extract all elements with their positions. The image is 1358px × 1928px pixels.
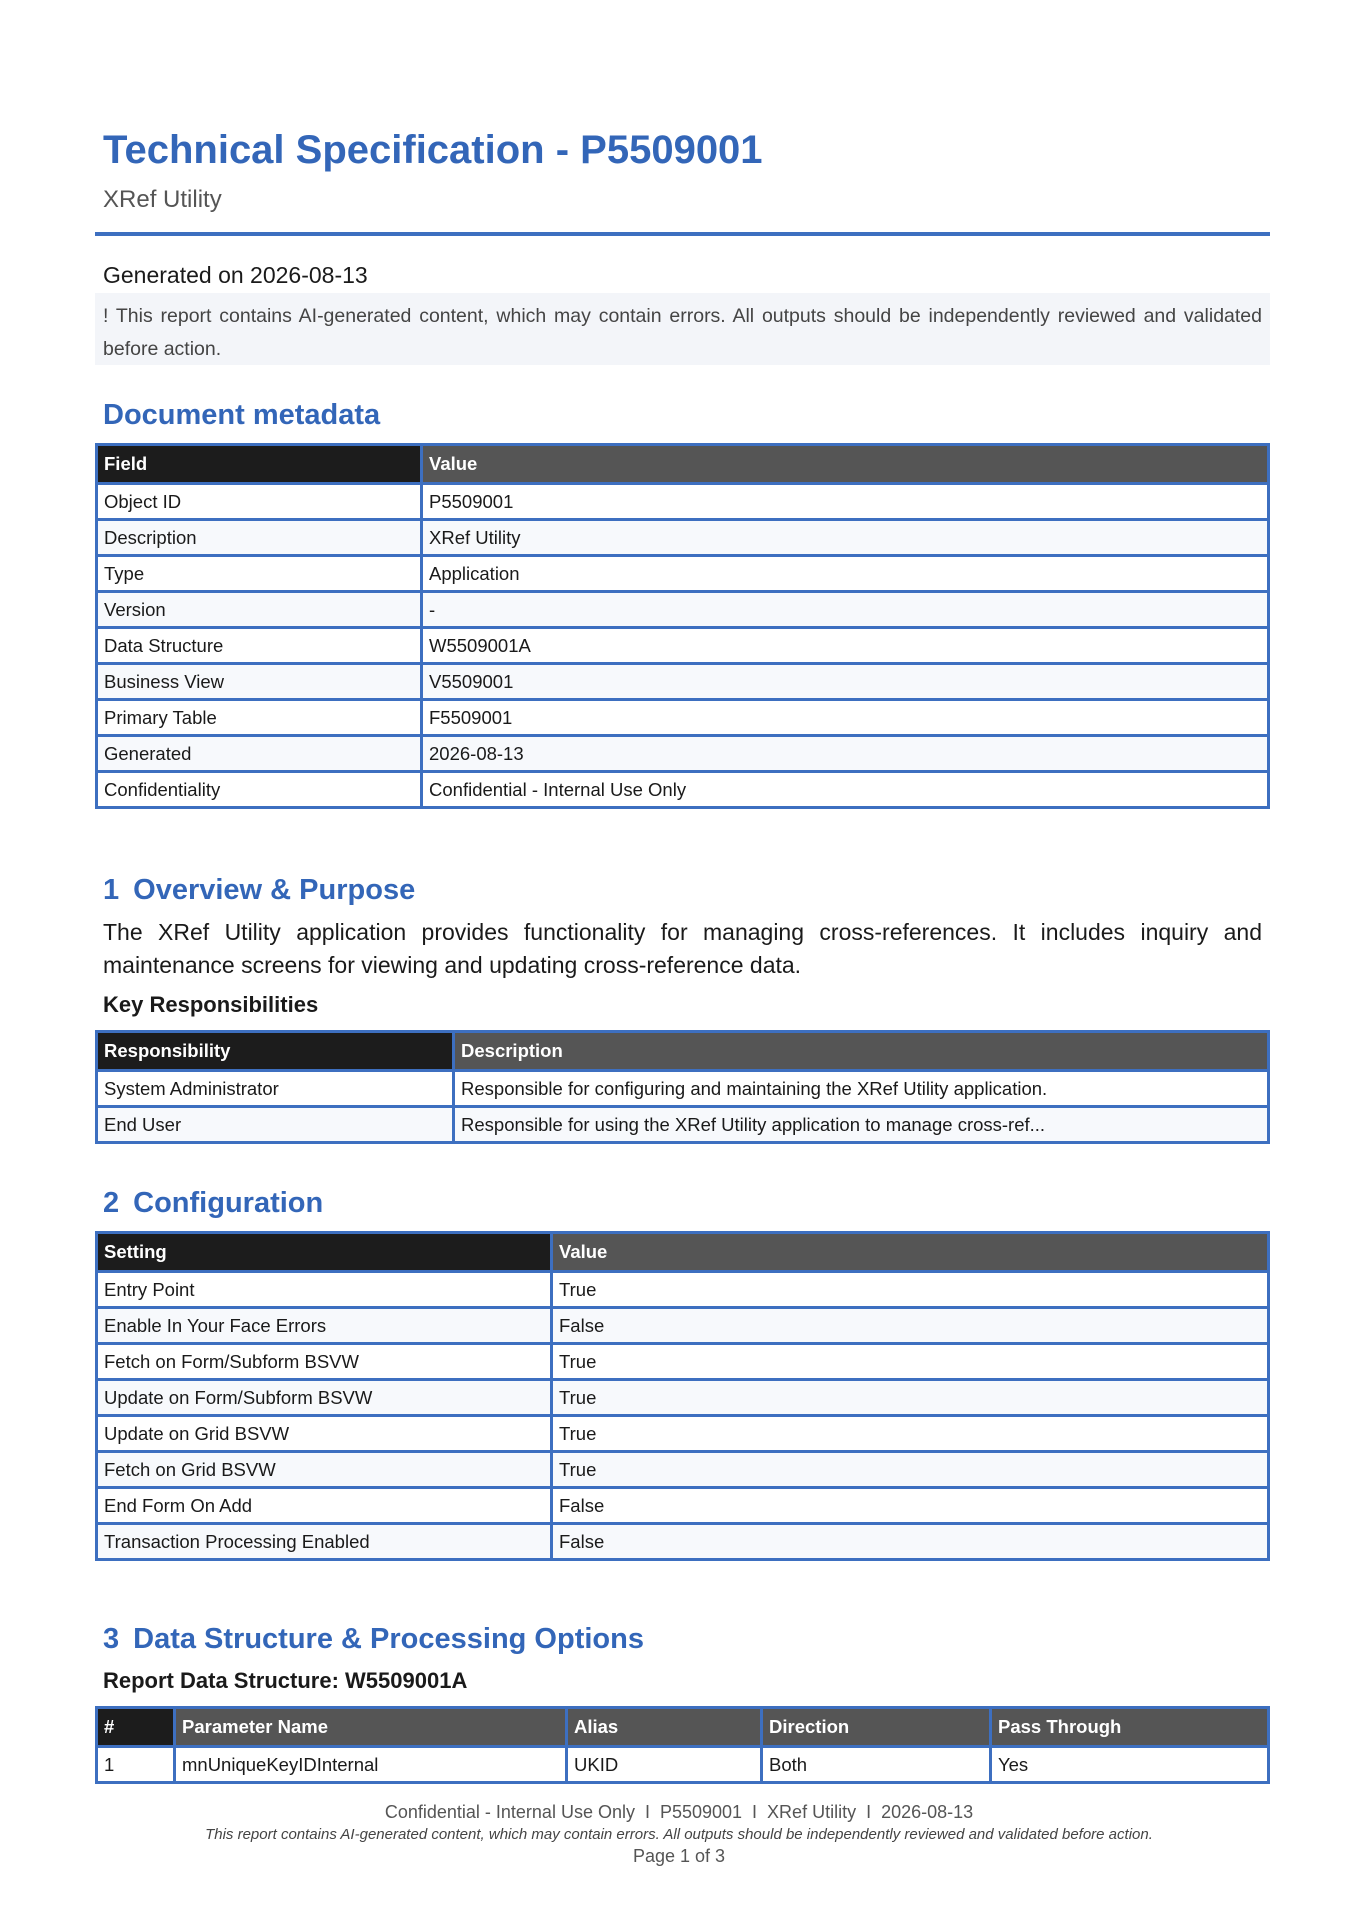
table-cell: XRef Utility xyxy=(422,520,1269,556)
table-cell: mnUniqueKeyIDInternal xyxy=(175,1747,567,1783)
column-header: Responsibility xyxy=(97,1032,454,1071)
table-row xyxy=(97,736,1269,772)
table-cell: Both xyxy=(762,1747,991,1783)
responsibilities-table xyxy=(95,1030,1270,1144)
table-row xyxy=(97,1452,1269,1488)
column-header: Parameter Name xyxy=(175,1708,567,1747)
table-cell: P5509001 xyxy=(422,484,1269,520)
table-row xyxy=(97,1344,1269,1380)
table-cell: Update on Grid BSVW xyxy=(97,1416,552,1452)
table-cell: False xyxy=(552,1524,1269,1560)
table-header-row xyxy=(97,1708,1269,1747)
table-cell: Enable In Your Face Errors xyxy=(97,1308,552,1344)
key-responsibilities-heading: Key Responsibilities xyxy=(103,992,319,1017)
table-cell: True xyxy=(552,1272,1269,1308)
table-cell: False xyxy=(552,1308,1269,1344)
title-divider xyxy=(95,232,1270,236)
column-header: Pass Through xyxy=(991,1708,1269,1747)
footer-disclaimer: This report contains AI-generated content, which may contain errors. All outputs should be independently reviewed and validated before action. xyxy=(205,1826,1153,1843)
table-cell: True xyxy=(552,1344,1269,1380)
table-cell: - xyxy=(422,592,1269,628)
section-heading-data-structure: 3 Data Structure & Processing Options xyxy=(103,1623,644,1655)
table-row xyxy=(97,1524,1269,1560)
metadata-heading: Document metadata xyxy=(103,399,381,431)
table-cell: Type xyxy=(97,556,422,592)
table-cell: End User xyxy=(97,1107,454,1143)
table-cell: Business View xyxy=(97,664,422,700)
table-cell: Data Structure xyxy=(97,628,422,664)
table-row xyxy=(97,1107,1269,1143)
table-row xyxy=(97,1747,1269,1783)
report-data-structure-heading: Report Data Structure: W5509001A xyxy=(103,1668,468,1693)
table-cell: Version xyxy=(97,592,422,628)
column-header: Setting xyxy=(97,1233,552,1272)
table-row xyxy=(97,520,1269,556)
configuration-table xyxy=(95,1231,1270,1561)
table-row xyxy=(97,592,1269,628)
section-heading-overview: 1 Overview & Purpose xyxy=(103,874,416,906)
table-cell: W5509001A xyxy=(422,628,1269,664)
table-cell: Transaction Processing Enabled xyxy=(97,1524,552,1560)
table-cell: Generated xyxy=(97,736,422,772)
table-cell: 1 xyxy=(97,1747,175,1783)
table-cell: Object ID xyxy=(97,484,422,520)
column-header: Direction xyxy=(762,1708,991,1747)
table-row xyxy=(97,772,1269,808)
table-cell: Application xyxy=(422,556,1269,592)
column-header: # xyxy=(97,1708,175,1747)
table-header-row xyxy=(97,445,1269,484)
table-row xyxy=(97,484,1269,520)
column-header: Alias xyxy=(567,1708,762,1747)
table-row xyxy=(97,1488,1269,1524)
ai-notice: ! This report contains AI-generated content, which may contain errors. All outputs should be independently reviewed and validated before action. xyxy=(95,293,1270,365)
table-cell: True xyxy=(552,1416,1269,1452)
table-row xyxy=(97,556,1269,592)
table-row xyxy=(97,1380,1269,1416)
table-cell: Primary Table xyxy=(97,700,422,736)
page-footer xyxy=(0,1800,1358,1867)
column-header: Field xyxy=(97,445,422,484)
table-cell: System Administrator xyxy=(97,1071,454,1107)
table-header-row xyxy=(97,1032,1269,1071)
table-row xyxy=(97,664,1269,700)
data-structure-table xyxy=(95,1706,1270,1784)
table-cell: UKID xyxy=(567,1747,762,1783)
table-cell: Confidential - Internal Use Only xyxy=(422,772,1269,808)
table-cell: 2026-08-13 xyxy=(422,736,1269,772)
column-header: Value xyxy=(422,445,1269,484)
table-row xyxy=(97,1071,1269,1107)
table-cell: Entry Point xyxy=(97,1272,552,1308)
overview-paragraph: The XRef Utility application provides functionality for managing cross-references. It includes inquiry and maintenance screens for viewing and updating cross-reference data. xyxy=(103,919,1262,978)
table-cell: False xyxy=(552,1488,1269,1524)
table-cell: Responsible for configuring and maintaining the XRef Utility application. xyxy=(454,1071,1269,1107)
table-cell: True xyxy=(552,1452,1269,1488)
page-number: Page 1 of 3 xyxy=(632,1846,726,1866)
metadata-table xyxy=(95,443,1270,809)
page-title: Technical Specification - P5509001 xyxy=(103,128,763,172)
table-cell: Fetch on Form/Subform BSVW xyxy=(97,1344,552,1380)
footer-info: Confidential - Internal Use Only I P5509001 I XRef Utility I 2026-08-13 xyxy=(384,1802,974,1822)
table-cell: Description xyxy=(97,520,422,556)
table-cell: Yes xyxy=(991,1747,1269,1783)
table-row xyxy=(97,1272,1269,1308)
section-heading-configuration: 2 Configuration xyxy=(103,1187,324,1219)
table-row xyxy=(97,1416,1269,1452)
table-header-row xyxy=(97,1233,1269,1272)
table-cell: F5509001 xyxy=(422,700,1269,736)
table-row xyxy=(97,700,1269,736)
table-row xyxy=(97,1308,1269,1344)
table-row xyxy=(97,628,1269,664)
column-header: Value xyxy=(552,1233,1269,1272)
page-subtitle: XRef Utility xyxy=(103,186,222,213)
generated-date: Generated on 2026-08-13 xyxy=(103,262,368,288)
table-cell: True xyxy=(552,1380,1269,1416)
column-header: Description xyxy=(454,1032,1269,1071)
table-cell: Fetch on Grid BSVW xyxy=(97,1452,552,1488)
table-cell: Update on Form/Subform BSVW xyxy=(97,1380,552,1416)
table-cell: End Form On Add xyxy=(97,1488,552,1524)
table-cell: V5509001 xyxy=(422,664,1269,700)
table-cell: Responsible for using the XRef Utility application to manage cross-ref... xyxy=(454,1107,1269,1143)
table-cell: Confidentiality xyxy=(97,772,422,808)
